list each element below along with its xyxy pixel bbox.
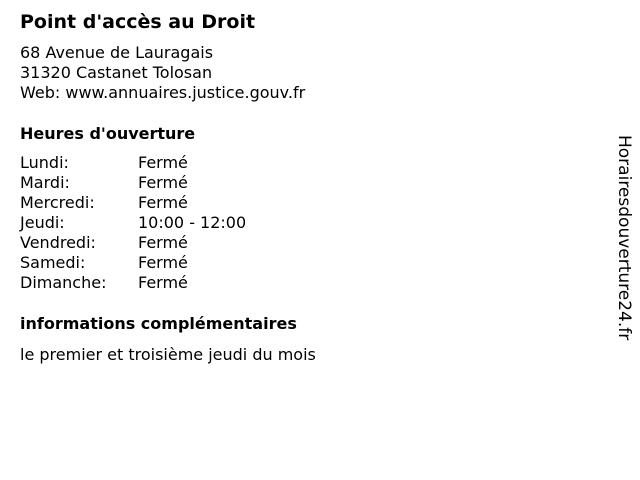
day-label: Lundi: — [20, 153, 69, 172]
opening-hours-table — [20, 153, 246, 293]
hours-row-friday — [20, 233, 246, 253]
address-street: 68 Avenue de Lauragais — [20, 43, 214, 62]
hours-value: 10:00 - 12:00 — [138, 213, 247, 232]
site-watermark: Horairesdouverture24.fr — [614, 135, 634, 341]
additional-info-heading: informations complémentaires — [20, 314, 297, 333]
hours-row-saturday — [20, 253, 246, 273]
hours-value: Fermé — [138, 173, 188, 192]
day-label: Mardi: — [20, 173, 70, 192]
hours-row-monday — [20, 153, 246, 173]
day-label: Vendredi: — [20, 233, 96, 252]
day-label: Mercredi: — [20, 193, 95, 212]
page-title: Point d'accès au Droit — [20, 11, 256, 33]
day-label: Dimanche: — [20, 273, 107, 292]
hours-value: Fermé — [138, 153, 188, 172]
hours-value: Fermé — [138, 193, 188, 212]
hours-value: Fermé — [138, 233, 188, 252]
hours-value: Fermé — [138, 273, 188, 292]
hours-row-wednesday — [20, 193, 246, 213]
hours-row-sunday — [20, 273, 246, 293]
additional-info-text: le premier et troisième jeudi du mois — [20, 345, 316, 364]
address-city: 31320 Castanet Tolosan — [20, 63, 213, 82]
website-link[interactable]: Web: www.annuaires.justice.gouv.fr — [20, 83, 306, 102]
opening-hours-heading: Heures d'ouverture — [20, 124, 196, 143]
hours-row-tuesday — [20, 173, 246, 193]
hours-value: Fermé — [138, 253, 188, 272]
day-label: Jeudi: — [20, 213, 65, 232]
day-label: Samedi: — [20, 253, 86, 272]
hours-row-thursday — [20, 213, 246, 233]
address-block — [20, 43, 305, 103]
